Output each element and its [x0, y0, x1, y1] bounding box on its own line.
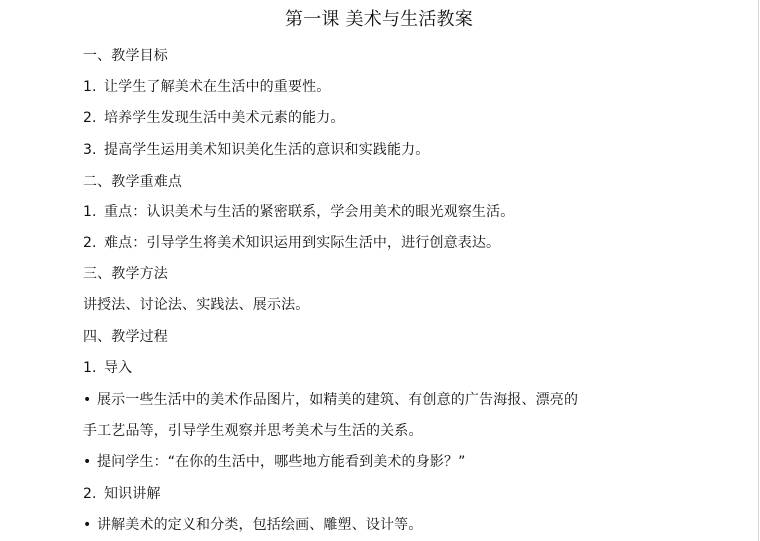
- item-number: 3.: [83, 142, 97, 158]
- document-title: 第一课 美术与生活教案: [285, 9, 473, 30]
- bullet-item: [83, 390, 578, 410]
- list-item: [83, 233, 500, 253]
- item-text: 难点：引导学生将美术知识运用到实际生活中，进行创意表达。: [104, 235, 501, 251]
- item-number: 2.: [83, 235, 97, 251]
- item-text: 提高学生运用美术知识美化生活的意识和实践能力。: [104, 142, 430, 158]
- bullet-continuation: 手工艺品等，引导学生观察并思考美术与生活的关系。: [83, 423, 423, 439]
- step-title: 知识讲解: [104, 486, 161, 502]
- step-heading-knowledge: [83, 484, 161, 504]
- methods-text: 讲授法、讨论法、实践法、展示法。: [83, 297, 310, 313]
- step-heading-intro: [83, 358, 132, 378]
- list-item: [83, 108, 345, 128]
- section-heading-methods: 三、教学方法: [83, 266, 168, 282]
- list-item: [83, 77, 330, 97]
- section-heading-goals: 一、教学目标: [83, 48, 168, 64]
- list-item: [83, 202, 514, 222]
- item-number: 1.: [83, 204, 97, 220]
- bullet-icon: •: [83, 454, 92, 470]
- item-number: 1.: [83, 79, 97, 95]
- bullet-text: 讲解美术的定义和分类，包括绘画、雕塑、设计等。: [97, 517, 423, 533]
- list-item: [83, 140, 429, 160]
- item-number: 2.: [83, 110, 97, 126]
- bullet-item: [83, 452, 466, 472]
- bullet-icon: •: [83, 517, 92, 533]
- item-text: 重点：认识美术与生活的紧密联系，学会用美术的眼光观察生活。: [104, 204, 515, 220]
- bullet-text: 提问学生：“在你的生活中，哪些地方能看到美术的身影？”: [97, 454, 466, 470]
- bullet-text: 展示一些生活中的美术作品图片，如精美的建筑、有创意的广告海报、漂亮的: [97, 392, 579, 408]
- bullet-icon: •: [83, 392, 92, 408]
- step-number: 1.: [83, 360, 97, 376]
- step-title: 导入: [104, 360, 133, 376]
- step-number: 2.: [83, 486, 97, 502]
- item-text: 培养学生发现生活中美术元素的能力。: [104, 110, 345, 126]
- section-heading-key-points: 二、教学重难点: [83, 174, 183, 190]
- bullet-item: [83, 515, 422, 535]
- item-text: 让学生了解美术在生活中的重要性。: [104, 79, 331, 95]
- section-heading-process: 四、教学过程: [83, 329, 168, 345]
